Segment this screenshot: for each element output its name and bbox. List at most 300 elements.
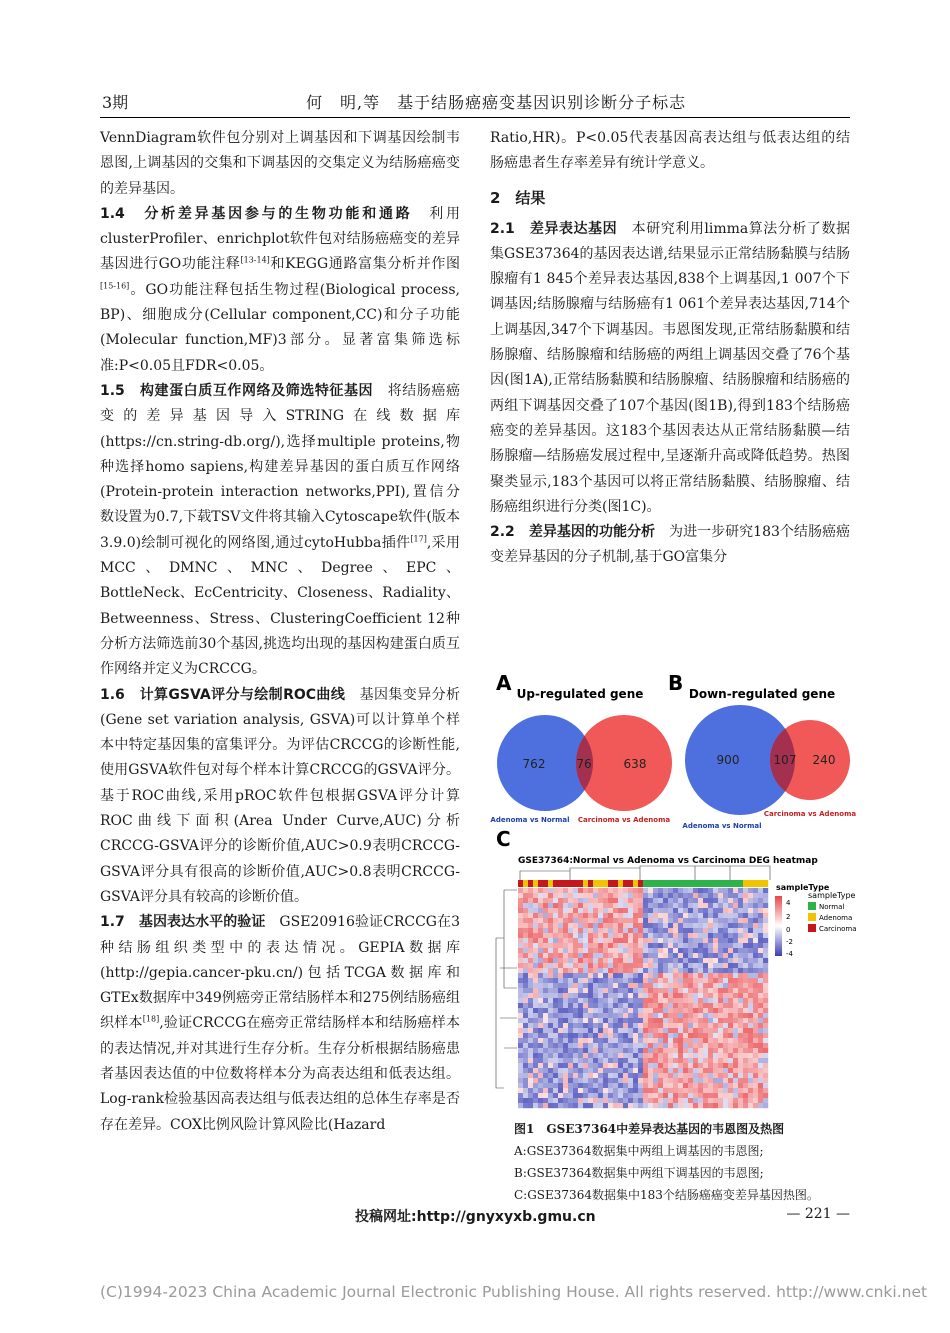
heatmap-cell	[608, 1028, 613, 1033]
heatmap-cell	[728, 1063, 733, 1068]
heatmap-cell	[543, 993, 548, 998]
heatmap-cell	[668, 968, 673, 973]
heatmap-cell	[683, 993, 688, 998]
heatmap-cell	[543, 953, 548, 958]
heatmap-cell	[628, 1033, 633, 1038]
heatmap-cell	[718, 1058, 723, 1063]
heatmap-cell	[558, 963, 563, 968]
heatmap-cell	[758, 948, 763, 953]
heatmap-cell	[528, 908, 533, 913]
heatmap-cell	[593, 908, 598, 913]
heatmap-cell	[738, 953, 743, 958]
heatmap-cell	[608, 1083, 613, 1088]
heatmap-cell	[743, 1073, 748, 1078]
heatmap-cell	[758, 908, 763, 913]
heatmap-cell	[618, 1078, 623, 1083]
heatmap-cell	[748, 993, 753, 998]
heatmap-cell	[743, 973, 748, 978]
heatmap-cell	[658, 1008, 663, 1013]
heatmap-cell	[563, 988, 568, 993]
heatmap-cell	[598, 1103, 603, 1108]
heatmap-cell	[548, 1078, 553, 1083]
heatmap-cell	[728, 1043, 733, 1048]
heatmap-cell	[613, 1063, 618, 1068]
sample-type-bar	[518, 880, 768, 887]
heatmap-cell	[538, 1078, 543, 1083]
heatmap-cell	[693, 1013, 698, 1018]
heatmap-cell	[728, 928, 733, 933]
heatmap-cell	[668, 948, 673, 953]
heatmap-cell	[553, 1063, 558, 1068]
heatmap-cell	[543, 1048, 548, 1053]
heatmap-cell	[738, 998, 743, 1003]
heatmap-cell	[583, 1058, 588, 1063]
heatmap-cell	[548, 958, 553, 963]
legend-label-carcinoma: Carcinoma	[819, 925, 857, 933]
heatmap-cell	[743, 993, 748, 998]
heatmap-cell	[608, 933, 613, 938]
heatmap-cell	[618, 1048, 623, 1053]
heatmap-cell	[528, 933, 533, 938]
heatmap-cell	[628, 938, 633, 943]
heatmap-cell	[603, 998, 608, 1003]
heatmap-cell	[638, 938, 643, 943]
heatmap-cell	[688, 923, 693, 928]
left-column	[100, 126, 460, 1138]
heatmap-cell	[733, 903, 738, 908]
heatmap-cell	[663, 933, 668, 938]
sample-type-cell	[718, 880, 723, 887]
heatmap-cell	[758, 918, 763, 923]
heatmap-cell	[648, 1063, 653, 1068]
heatmap-cell	[588, 1093, 593, 1098]
heatmap-cell	[623, 968, 628, 973]
heatmap-cell	[693, 978, 698, 983]
heatmap-cell	[563, 938, 568, 943]
heatmap-cell	[603, 978, 608, 983]
heatmap-cell	[593, 918, 598, 923]
heatmap-cell	[723, 968, 728, 973]
sample-type-cell	[613, 880, 618, 887]
heatmap-cell	[653, 888, 658, 893]
heatmap-cell	[763, 928, 768, 933]
heatmap-cell	[753, 938, 758, 943]
heatmap-cell	[683, 963, 688, 968]
heatmap-cell	[668, 1078, 673, 1083]
heatmap-cell	[708, 1038, 713, 1043]
heatmap-cell	[648, 1048, 653, 1053]
section-1-6	[100, 683, 460, 911]
heatmap-cell	[713, 1098, 718, 1103]
heatmap-cell	[688, 1043, 693, 1048]
heatmap-cell	[703, 888, 708, 893]
heatmap-cell	[603, 1088, 608, 1093]
heatmap-cell	[523, 1068, 528, 1073]
heatmap-cell	[563, 928, 568, 933]
heatmap-cell	[548, 908, 553, 913]
heatmap-cell	[738, 1018, 743, 1023]
heatmap-cell	[558, 1043, 563, 1048]
heatmap-cell	[518, 998, 523, 1003]
heatmap-cell	[538, 1008, 543, 1013]
heatmap-cell	[558, 1103, 563, 1108]
heatmap-cell	[728, 948, 733, 953]
heatmap-cell	[638, 1023, 643, 1028]
heatmap-cell	[678, 1083, 683, 1088]
heatmap-cell	[673, 898, 678, 903]
heatmap-cell	[703, 978, 708, 983]
heatmap-cell	[548, 1018, 553, 1023]
heatmap-cell	[743, 923, 748, 928]
heatmap-cell	[608, 1093, 613, 1098]
heatmap-cell	[538, 1083, 543, 1088]
heatmap-cell	[718, 1023, 723, 1028]
heatmap-cell	[593, 998, 598, 1003]
heatmap-cell	[758, 978, 763, 983]
heatmap-cell	[528, 1098, 533, 1103]
heatmap-cell	[748, 1038, 753, 1043]
heatmap-cell	[563, 913, 568, 918]
heatmap-cell	[728, 1023, 733, 1028]
heatmap-cell	[523, 893, 528, 898]
heatmap-cell	[558, 918, 563, 923]
heatmap-cell	[628, 928, 633, 933]
heatmap-cell	[603, 958, 608, 963]
heatmap-cell	[753, 993, 758, 998]
heatmap-cell	[698, 973, 703, 978]
heatmap-cell	[728, 1053, 733, 1058]
heatmap-cell	[538, 1038, 543, 1043]
heatmap-cell	[533, 1093, 538, 1098]
heatmap-cell	[543, 978, 548, 983]
heatmap-cell	[743, 903, 748, 908]
heatmap-cell	[713, 1018, 718, 1023]
heatmap-cell	[753, 953, 758, 958]
heatmap-cell	[698, 958, 703, 963]
heatmap-cell	[638, 1093, 643, 1098]
heatmap-cell	[598, 1013, 603, 1018]
heatmap-cell	[718, 1008, 723, 1013]
heatmap-cell	[613, 993, 618, 998]
heatmap-cell	[538, 1088, 543, 1093]
heatmap-cell	[743, 1028, 748, 1033]
heatmap-cell	[638, 1033, 643, 1038]
caption-c: C:GSE37364数据集中183个结肠癌癌变差异基因热图。	[514, 1188, 819, 1202]
heatmap-cell	[568, 1093, 573, 1098]
venn-a-right-label: Carcinoma vs Adenoma	[577, 816, 671, 824]
heatmap-cell	[758, 1033, 763, 1038]
heatmap-cell	[643, 908, 648, 913]
heatmap-cell	[643, 1093, 648, 1098]
heatmap-cell	[723, 1013, 728, 1018]
heatmap-cell	[653, 1053, 658, 1058]
sample-type-cell	[588, 880, 593, 887]
heatmap-cell	[523, 978, 528, 983]
heatmap-cell	[628, 1073, 633, 1078]
heatmap-cell	[648, 933, 653, 938]
heatmap-cell	[623, 1063, 628, 1068]
heatmap-cell	[698, 1058, 703, 1063]
heatmap-cell	[713, 1083, 718, 1088]
heatmap-cell	[593, 1063, 598, 1068]
heatmap-cell	[563, 1058, 568, 1063]
heatmap-cell	[583, 1088, 588, 1093]
heatmap-cell	[593, 913, 598, 918]
heatmap-cell	[658, 1003, 663, 1008]
heatmap-cell	[573, 988, 578, 993]
heatmap-cell	[758, 998, 763, 1003]
heatmap-cell	[673, 1028, 678, 1033]
heatmap-cell	[688, 888, 693, 893]
heatmap-cell	[548, 1098, 553, 1103]
heatmap-cell	[568, 978, 573, 983]
heatmap-cell	[668, 998, 673, 1003]
heatmap-cell	[663, 903, 668, 908]
heatmap-cell	[553, 943, 558, 948]
heatmap-cell	[648, 988, 653, 993]
heatmap-cell	[548, 1003, 553, 1008]
heatmap-cell	[603, 993, 608, 998]
heatmap-cell	[528, 1023, 533, 1028]
page-footer	[100, 1206, 850, 1230]
heatmap-cell	[563, 898, 568, 903]
heatmap-cell	[643, 1053, 648, 1058]
heatmap-cell	[518, 938, 523, 943]
heatmap-cell	[623, 943, 628, 948]
heatmap-cell	[558, 1038, 563, 1043]
heatmap-cell	[528, 1033, 533, 1038]
heatmap-cell	[693, 1088, 698, 1093]
heatmap-cell	[568, 898, 573, 903]
heatmap-cell	[733, 1103, 738, 1108]
heatmap-cell	[743, 908, 748, 913]
heatmap-cell	[703, 983, 708, 988]
heatmap-cell	[628, 1038, 633, 1043]
heatmap-cell	[588, 893, 593, 898]
heatmap-cell	[748, 998, 753, 1003]
heatmap-cell	[613, 1018, 618, 1023]
heatmap-cell	[638, 1013, 643, 1018]
section-2-2	[490, 520, 850, 571]
heatmap-cell	[743, 1083, 748, 1088]
heatmap-cell	[703, 938, 708, 943]
heatmap-cell	[578, 1058, 583, 1063]
heatmap-cell	[718, 1068, 723, 1073]
heatmap-cell	[618, 903, 623, 908]
heatmap-cell	[628, 933, 633, 938]
heatmap-cell	[693, 1093, 698, 1098]
heatmap-cell	[593, 943, 598, 948]
heatmap-cell	[548, 1068, 553, 1073]
heatmap-cell	[613, 1103, 618, 1108]
heatmap-cell	[723, 973, 728, 978]
heatmap-cell	[713, 1043, 718, 1048]
heatmap-cell	[578, 1003, 583, 1008]
heatmap-cell	[628, 958, 633, 963]
issue-number: 3期	[102, 93, 129, 112]
heatmap-cell	[568, 1038, 573, 1043]
heatmap-cell	[628, 893, 633, 898]
venn-b-left-label: Adenoma vs Normal	[682, 822, 762, 830]
sample-type-cell	[563, 880, 568, 887]
heatmap-cell	[628, 903, 633, 908]
heatmap-cell	[743, 1068, 748, 1073]
heatmap-cell	[588, 1053, 593, 1058]
heatmap-cell	[638, 1083, 643, 1088]
heatmap-cell	[578, 963, 583, 968]
heatmap-cell	[623, 1008, 628, 1013]
heatmap-cell	[588, 943, 593, 948]
heatmap-cell	[653, 958, 658, 963]
panel-a-letter: A	[496, 671, 512, 695]
heatmap-cell	[578, 933, 583, 938]
heatmap-cell	[568, 973, 573, 978]
heatmap-cell	[538, 988, 543, 993]
heatmap-cell	[633, 1013, 638, 1018]
heatmap-cell	[563, 983, 568, 988]
heatmap-column-dendrogram	[520, 866, 770, 880]
heatmap-cell	[548, 953, 553, 958]
heatmap-cell	[548, 1073, 553, 1078]
heatmap-cell	[628, 1078, 633, 1083]
heatmap-cell	[718, 978, 723, 983]
heatmap-cell	[618, 943, 623, 948]
heatmap-cell	[678, 1003, 683, 1008]
heatmap-cell	[553, 1098, 558, 1103]
heatmap-cell	[528, 903, 533, 908]
heatmap-cell	[523, 1103, 528, 1108]
heatmap-cell	[598, 908, 603, 913]
heatmap-cell	[553, 973, 558, 978]
sample-type-cell	[653, 880, 658, 887]
heatmap-cell	[553, 1028, 558, 1033]
heatmap-cell	[698, 933, 703, 938]
heatmap-cell	[533, 1098, 538, 1103]
heatmap-cell	[598, 958, 603, 963]
heatmap-cell	[648, 973, 653, 978]
heatmap-cell	[738, 1008, 743, 1013]
paragraph-hr-continued: Ratio,HR)。P<0.05代表基因高表达组与低表达组的结肠癌患者生存率差异有统计学意义。	[490, 130, 850, 172]
heatmap-cell	[728, 1073, 733, 1078]
heatmap-cell	[638, 1043, 643, 1048]
heatmap-cell	[618, 953, 623, 958]
heatmap-cell	[648, 928, 653, 933]
heatmap-cell	[683, 1028, 688, 1033]
heatmap-cell	[533, 968, 538, 973]
heatmap-cell	[598, 978, 603, 983]
heatmap-cell	[678, 968, 683, 973]
heatmap-cell	[628, 1083, 633, 1088]
heatmap-cell	[613, 1013, 618, 1018]
heatmap-cell	[733, 968, 738, 973]
heatmap-cell	[678, 1058, 683, 1063]
heatmap-cell	[743, 1023, 748, 1028]
heatmap-cell	[533, 1068, 538, 1073]
heatmap-cell	[673, 903, 678, 908]
heatmap-cell	[643, 1088, 648, 1093]
heatmap-cell	[753, 973, 758, 978]
heatmap-cell	[713, 1093, 718, 1098]
heatmap-cell	[583, 998, 588, 1003]
heatmap-cell	[698, 928, 703, 933]
heatmap-cell	[533, 943, 538, 948]
heatmap-cell	[623, 1083, 628, 1088]
heatmap-cell	[548, 938, 553, 943]
heatmap-cell	[568, 1013, 573, 1018]
heatmap-cell	[603, 1013, 608, 1018]
heatmap-cell	[568, 983, 573, 988]
heatmap-cell	[683, 903, 688, 908]
heatmap-cell	[718, 943, 723, 948]
heatmap-cell	[713, 973, 718, 978]
heatmap-cell	[713, 1053, 718, 1058]
heatmap-cell	[608, 913, 613, 918]
heatmap-cell	[633, 913, 638, 918]
heatmap-cell	[598, 938, 603, 943]
heatmap-cell	[553, 1043, 558, 1048]
heatmap-cell	[668, 938, 673, 943]
heatmap-cell	[708, 968, 713, 973]
heatmap-cell	[633, 1023, 638, 1028]
heatmap-cell	[558, 958, 563, 963]
heatmap-cell	[593, 928, 598, 933]
heatmap-cell	[693, 1038, 698, 1043]
heatmap-cell	[678, 1023, 683, 1028]
heatmap-cell	[523, 913, 528, 918]
heatmap-cell	[543, 1078, 548, 1083]
heatmap-cell	[658, 903, 663, 908]
heatmap-cell	[628, 1003, 633, 1008]
heatmap-cell	[598, 998, 603, 1003]
heatmap-cell	[728, 888, 733, 893]
heatmap-cell	[723, 1098, 728, 1103]
heatmap-cell	[588, 988, 593, 993]
heatmap-cell	[663, 908, 668, 913]
heatmap-cell	[523, 1088, 528, 1093]
heatmap-cell	[653, 908, 658, 913]
heatmap-cell	[593, 963, 598, 968]
heatmap-cell	[763, 918, 768, 923]
heatmap-cell	[678, 973, 683, 978]
heatmap-cell	[568, 968, 573, 973]
heatmap-cell	[693, 1053, 698, 1058]
heatmap-cell	[708, 923, 713, 928]
heatmap-cell	[603, 973, 608, 978]
heatmap-cell	[748, 1083, 753, 1088]
heatmap-cell	[543, 1058, 548, 1063]
heatmap-cell	[678, 1098, 683, 1103]
heatmap-cell	[623, 893, 628, 898]
heatmap-cell	[668, 908, 673, 913]
heatmap-cell	[588, 903, 593, 908]
heatmap-cell	[528, 973, 533, 978]
heatmap-cell	[728, 1018, 733, 1023]
sample-type-cell	[543, 880, 548, 887]
heatmap-cell	[533, 1048, 538, 1053]
heatmap-cell	[593, 1003, 598, 1008]
heatmap-cell	[668, 943, 673, 948]
heatmap-cell	[633, 963, 638, 968]
heatmap-cell	[678, 1028, 683, 1033]
heatmap-cell	[583, 1038, 588, 1043]
heatmap-cell	[563, 1078, 568, 1083]
heatmap-cell	[698, 1033, 703, 1038]
heatmap-cell	[748, 938, 753, 943]
heatmap-cell	[608, 918, 613, 923]
heatmap-cell	[583, 923, 588, 928]
heatmap-cell	[588, 1028, 593, 1033]
heatmap-cell	[728, 923, 733, 928]
